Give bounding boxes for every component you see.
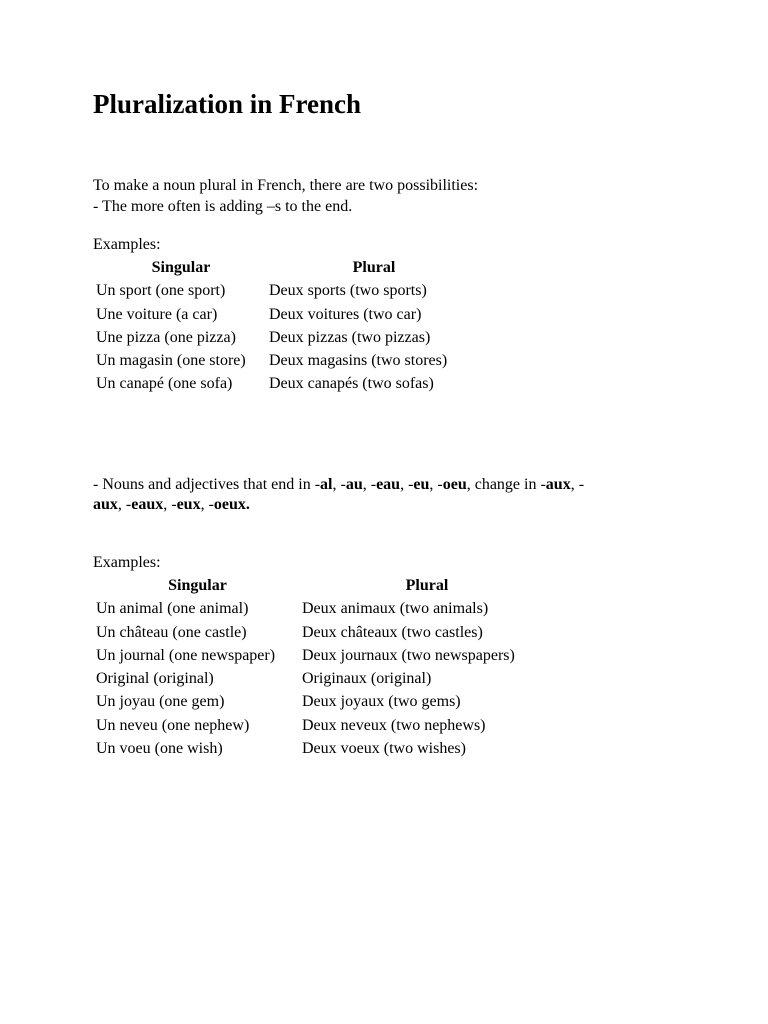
- table-row: [93, 621, 552, 644]
- examples-label-1: Examples:: [93, 236, 161, 253]
- table-header-row: [93, 256, 479, 279]
- singular-cell: Un animal (one animal): [96, 600, 249, 618]
- examples-table-2: [93, 574, 552, 760]
- singular-cell: Un magasin (one store): [96, 352, 246, 370]
- ending-au: au: [345, 476, 363, 493]
- singular-cell: Un neveu (one nephew): [96, 716, 250, 734]
- table-row: [93, 714, 552, 737]
- singular-cell: Une pizza (one pizza): [96, 328, 236, 346]
- table-row: [93, 644, 552, 667]
- singular-cell: Original (original): [96, 670, 214, 688]
- plural-cell: Deux canapés (two sofas): [269, 375, 434, 393]
- table-row: [93, 597, 552, 620]
- singular-cell: Un canapé (one sofa): [96, 375, 233, 393]
- header-singular: Singular: [151, 259, 211, 276]
- rule-middle: , change in -: [466, 476, 546, 493]
- plural-cell: Deux sports (two sports): [269, 282, 427, 300]
- ending-oeu: oeu: [442, 476, 467, 493]
- table-row: [93, 326, 479, 349]
- plural-cell: Deux magasins (two stores): [269, 352, 448, 370]
- table-row: [93, 737, 552, 760]
- header-plural: Plural: [352, 259, 396, 276]
- table-row: [93, 690, 552, 713]
- table-row: [93, 279, 479, 302]
- plural-cell: Deux animaux (two animals): [302, 600, 489, 618]
- result-aux-1: aux: [545, 476, 571, 493]
- plural-cell: Originaux (original): [302, 670, 432, 688]
- header-singular: Singular: [168, 577, 227, 594]
- plural-cell: Deux voeux (two wishes): [302, 740, 466, 758]
- table-row: [93, 372, 479, 395]
- plural-cell: Deux voitures (two car): [269, 305, 422, 323]
- intro-line-2: - The more often is adding –s to the end.: [93, 198, 353, 215]
- table-row: [93, 303, 479, 326]
- table-header-row: [93, 574, 552, 597]
- singular-cell: Un sport (one sport): [96, 282, 226, 300]
- examples-table-1: [93, 256, 479, 396]
- singular-cell: Un joyau (one gem): [96, 693, 225, 711]
- page-title: Pluralization in French: [93, 89, 361, 119]
- rule-prefix: - Nouns and adjectives that end in -: [93, 476, 321, 493]
- result-eux: eux: [176, 496, 201, 513]
- singular-cell: Un château (one castle): [96, 623, 247, 641]
- ending-eau: eau: [376, 476, 401, 493]
- result-eaux: eaux: [131, 496, 164, 513]
- plural-cell: Deux joyaux (two gems): [302, 693, 461, 711]
- rule-line-1: - Nouns and adjectives that end in -al, -au, -eau, -eu, -oeu, change in -aux, -: [93, 476, 585, 493]
- examples-label-2: Examples:: [93, 554, 161, 571]
- ending-al: al: [320, 476, 333, 493]
- plural-cell: Deux pizzas (two pizzas): [269, 328, 431, 346]
- rule-line-2: aux, -eaux, -eux, -oeux.: [93, 496, 250, 513]
- intro-line-1: To make a noun plural in French, there are two possibilities:: [93, 177, 479, 194]
- ending-eu: eu: [413, 476, 430, 493]
- singular-cell: Un voeu (one wish): [96, 740, 223, 758]
- table-row: [93, 349, 479, 372]
- plural-cell: Deux neveux (two nephews): [302, 716, 486, 734]
- plural-cell: Deux châteaux (two castles): [302, 623, 483, 641]
- plural-cell: Deux journaux (two newspapers): [302, 646, 515, 664]
- singular-cell: Une voiture (a car): [96, 305, 218, 323]
- result-aux-2: aux: [93, 496, 118, 513]
- table-row: [93, 667, 552, 690]
- result-oeux: oeux.: [213, 496, 250, 513]
- singular-cell: Un journal (one newspaper): [96, 646, 276, 664]
- header-plural: Plural: [405, 577, 449, 594]
